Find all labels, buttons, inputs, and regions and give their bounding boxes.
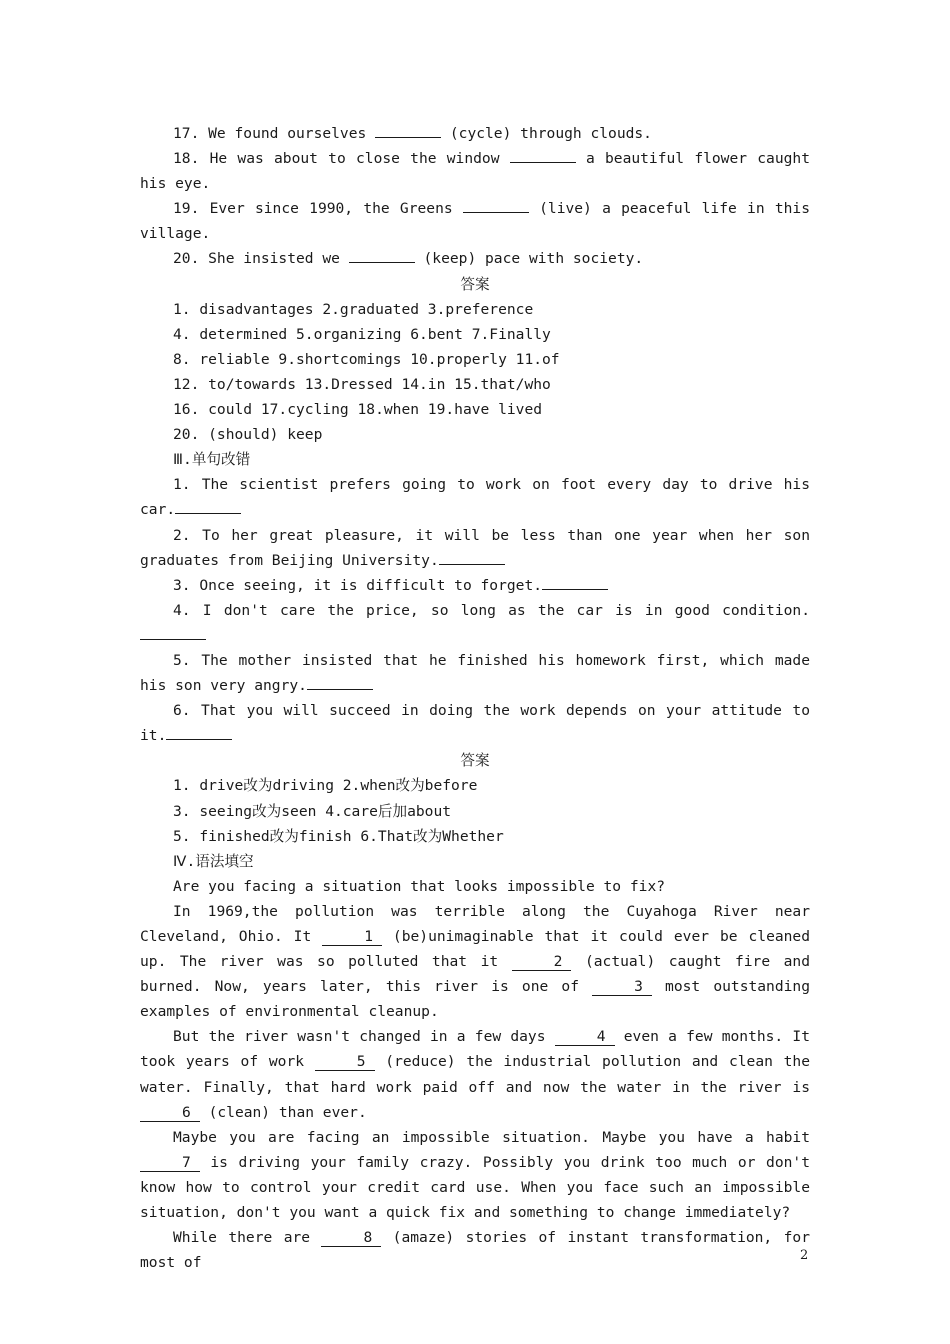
numbered-blank[interactable]: 8: [321, 1230, 381, 1247]
answer-line: 4. determined 5.organizing 6.bent 7.Finally: [173, 325, 551, 343]
answer-blank[interactable]: [307, 675, 373, 690]
passage-paragraph: But the river wasn't changed in a few days 4 even a few months. It took years of work 5 (reduce) the industrial pollution and clean the water. Finally, that hard work paid off and now the water in the river is 6 (clean) than ever.: [140, 1028, 811, 1121]
correction-item: 5. The mother insisted that he finished his homework first, which made his son very angry.: [140, 651, 810, 695]
numbered-blank[interactable]: 6: [140, 1105, 200, 1122]
passage-paragraph: In 1969,the pollution was terrible along the Cuyahoga River near Cleveland, Ohio. It 1 (be)unimaginable that it could ever be cleaned up. The river was so polluted that it 2 (actual) caught fire and burned. Now, years later, this river is one of 3 most outstanding examples of environmental cleanup.: [140, 902, 810, 1021]
answer-line: 16. could 17.cycling 18.when 19.have lived: [173, 401, 543, 419]
question-20: 20. She insisted we (keep) pace with society.: [173, 250, 644, 268]
answer-blank[interactable]: [375, 123, 441, 138]
answer-blank[interactable]: [542, 575, 608, 590]
answer-line: 5. finished改为finish 6.That改为Whether: [173, 827, 504, 845]
answer-blank[interactable]: [175, 499, 241, 514]
section-title-grammar-fill: Ⅳ.语法填空: [173, 852, 254, 870]
answer-blank[interactable]: [439, 550, 505, 565]
section-title-error-correction: Ⅲ.单句改错: [173, 451, 251, 469]
numbered-blank[interactable]: 2: [512, 954, 572, 971]
passage-paragraph: While there are 8 (amaze) stories of instant transformation, for most of: [140, 1229, 810, 1272]
numbered-blank[interactable]: 5: [315, 1054, 375, 1071]
answer-line: 1. disadvantages 2.graduated 3.preference: [173, 300, 534, 318]
answers-heading: 答案: [460, 752, 490, 770]
answer-line: 3. seeing改为seen 4.care后加about: [173, 802, 452, 820]
correction-item: 4. I don't care the price, so long as the car is in good condition.: [140, 598, 810, 648]
answer-blank[interactable]: [510, 148, 576, 163]
answer-blank[interactable]: [166, 725, 232, 740]
answer-blank[interactable]: [463, 198, 529, 213]
numbered-blank[interactable]: 3: [592, 979, 652, 996]
passage-intro: Are you facing a situation that looks impossible to fix?: [173, 877, 666, 895]
numbered-blank[interactable]: 7: [140, 1155, 200, 1172]
answer-line: 8. reliable 9.shortcomings 10.properly 11.of: [173, 350, 560, 368]
page-number: 2: [800, 1248, 809, 1263]
numbered-blank[interactable]: 1: [322, 929, 382, 946]
numbered-blank[interactable]: 4: [555, 1029, 615, 1046]
question-17: 17. We found ourselves (cycle) through clouds.: [173, 125, 652, 142]
correction-item: 2. To her great pleasure, it will be less than one year when her son graduates from Beijing University.: [140, 526, 810, 569]
answer-line: 20. (should) keep: [173, 426, 323, 444]
answer-blank[interactable]: [140, 625, 206, 640]
answers-heading: 答案: [460, 275, 490, 293]
answer-line: 1. drive改为driving 2.when改为before: [173, 777, 478, 795]
correction-item: 1. The scientist prefers going to work on foot every day to drive his car.: [140, 476, 810, 519]
passage-paragraph: Maybe you are facing an impossible situation. Maybe you have a habit 7 is driving your family crazy. Possibly you drink too much or don't know how to control your credit card use. When you face such an impossible situation, don't you want a quick fix and something to change immediately?: [140, 1128, 810, 1222]
answer-blank[interactable]: [349, 248, 415, 263]
correction-item: 3. Once seeing, it is difficult to forget.: [140, 573, 810, 598]
answer-line: 12. to/towards 13.Dressed 14.in 15.that/who: [173, 375, 551, 393]
correction-item: 6. That you will succeed in doing the work depends on your attitude to it.: [140, 702, 810, 745]
question-18: 18. He was about to close the window a beautiful flower caught his eye.: [140, 150, 810, 193]
question-19: 19. Ever since 1990, the Greens (live) a peaceful life in this village.: [140, 200, 810, 243]
document-body: [140, 121, 810, 1275]
